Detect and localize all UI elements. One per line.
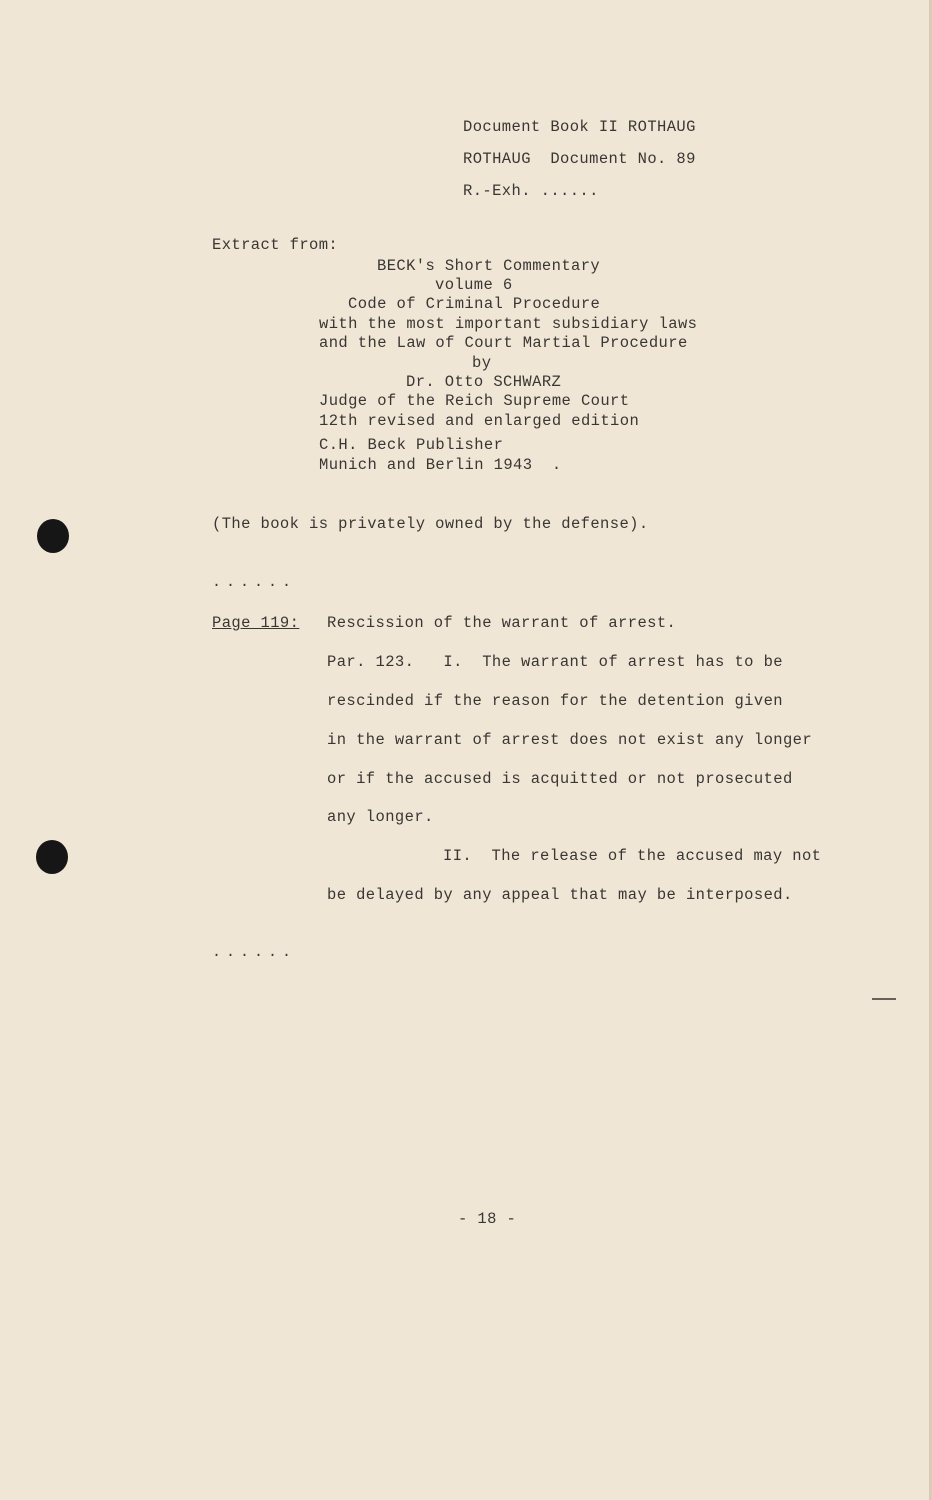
title-line: volume 6 bbox=[435, 276, 513, 294]
paragraph-line: in the warrant of arrest does not exist any longer bbox=[327, 731, 813, 749]
title-line: BECK's Short Commentary bbox=[377, 257, 601, 275]
title-line: Code of Criminal Procedure bbox=[348, 295, 601, 313]
paragraph-line: or if the accused is acquitted or not prosecuted bbox=[327, 770, 793, 788]
separator-dots: ...... bbox=[212, 944, 297, 961]
extract-label: Extract from: bbox=[212, 236, 339, 254]
punch-hole bbox=[36, 840, 68, 874]
paragraph-line: rescinded if the reason for the detention given bbox=[327, 692, 783, 710]
exhibit-label: R.-Exh. ...... bbox=[463, 182, 599, 200]
title-line: Munich and Berlin 1943 . bbox=[319, 456, 562, 474]
title-line: C.H. Beck Publisher bbox=[319, 436, 504, 454]
title-line: with the most important subsidiary laws bbox=[319, 315, 698, 333]
title-line: Dr. Otto SCHWARZ bbox=[406, 373, 562, 391]
punch-hole bbox=[37, 519, 69, 553]
paragraph-line: II. The release of the accused may not bbox=[443, 847, 822, 865]
margin-mark bbox=[872, 998, 896, 1000]
title-line: and the Law of Court Martial Procedure bbox=[319, 334, 688, 352]
title-line: by bbox=[472, 354, 492, 372]
page-reference: Page 119: bbox=[212, 614, 300, 632]
paragraph-line: be delayed by any appeal that may be interposed. bbox=[327, 886, 793, 904]
title-line: 12th revised and enlarged edition bbox=[319, 412, 640, 430]
ownership-note: (The book is privately owned by the defense). bbox=[212, 515, 649, 533]
doc-number-label: ROTHAUG Document No. 89 bbox=[463, 150, 696, 168]
doc-book-label: Document Book II ROTHAUG bbox=[463, 118, 696, 136]
page-number: - 18 - bbox=[458, 1210, 517, 1228]
title-line: Judge of the Reich Supreme Court bbox=[319, 392, 630, 410]
section-heading: Rescission of the warrant of arrest. bbox=[327, 614, 677, 632]
paragraph-line: any longer. bbox=[327, 808, 434, 826]
paragraph-line: Par. 123. I. The warrant of arrest has to be bbox=[327, 653, 783, 671]
separator-dots: ...... bbox=[212, 574, 297, 591]
